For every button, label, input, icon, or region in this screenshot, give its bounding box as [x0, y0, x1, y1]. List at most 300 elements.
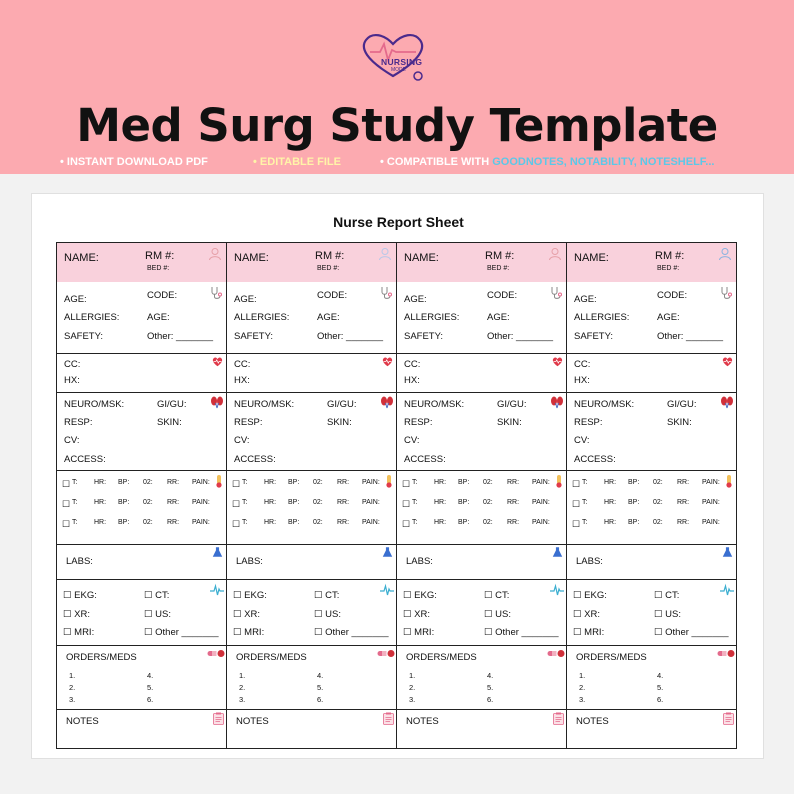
neuro-msk-field[interactable]: NEURO/MSK: [234, 399, 295, 410]
vitals-bp-field[interactable]: BP: [628, 519, 640, 526]
resp-field[interactable]: RESP: [404, 417, 433, 428]
thermometer-icon [212, 474, 226, 488]
vitals-bp-field[interactable]: BP: [288, 479, 300, 486]
cv-field[interactable]: CV: [574, 435, 590, 446]
vitals-bp-field[interactable]: BP: [288, 499, 300, 506]
code-field[interactable]: CODE: [487, 290, 518, 301]
allergies-field[interactable]: ALLERGIES: [404, 312, 460, 323]
labs-field[interactable]: LABS: [406, 556, 433, 567]
vitals-t-field[interactable]: T: [582, 519, 588, 526]
vitals-bp-field[interactable]: BP: [118, 479, 130, 486]
age-secondary-field[interactable]: AGE: [147, 312, 170, 323]
vitals-pain-field[interactable]: PAIN: [702, 519, 720, 526]
pills-icon [207, 648, 225, 659]
ekg-wave-icon [720, 583, 734, 597]
labs-section [567, 544, 736, 579]
vitals-o2-field[interactable]: 02: [483, 479, 493, 486]
page-title: Med Surg Study Template [76, 99, 718, 152]
vitals-t-field[interactable]: T: [72, 519, 78, 526]
skin-field[interactable]: SKIN: [327, 417, 352, 428]
vitals-checkbox[interactable]: ☐ [572, 479, 581, 489]
heartbeat-icon [382, 356, 393, 367]
order-item[interactable]: 4. [657, 671, 664, 680]
diagnostics-section [567, 579, 736, 645]
age-secondary-field[interactable]: AGE: [657, 312, 680, 323]
notes-field[interactable]: NOTES [66, 716, 99, 727]
vitals-o2-field[interactable]: 02: [653, 499, 663, 506]
allergies-field[interactable]: ALLERGIES: [234, 312, 290, 323]
vitals-bp-field[interactable]: BP: [628, 479, 640, 486]
vitals-rr-field[interactable]: RR: [167, 499, 180, 506]
logo-subtext: MODE [391, 67, 406, 73]
thermometer-icon [722, 474, 736, 488]
order-item[interactable]: 3. [239, 695, 246, 704]
vitals-pain-field[interactable]: PAIN: [192, 519, 210, 526]
age-field[interactable]: AGE: [404, 294, 427, 305]
vitals-checkbox[interactable]: ☐ [402, 479, 411, 489]
ekg-checkbox[interactable]: ☐ EKG: [573, 590, 607, 601]
patient-info-section [227, 282, 396, 353]
access-field[interactable]: ACCESS: [574, 454, 616, 465]
gi-gu-field[interactable]: GI/GU: [667, 399, 697, 410]
sheet-title: Nurse Report Sheet [333, 214, 464, 230]
vitals-pain-field[interactable]: PAIN: [192, 499, 210, 506]
vitals-o2-field[interactable]: 02: [313, 479, 323, 486]
vitals-pain-field[interactable]: PAIN: [362, 519, 380, 526]
vitals-rr-field[interactable]: RR: [677, 479, 690, 486]
us-checkbox[interactable]: ☐ US: [654, 609, 681, 620]
order-item[interactable]: 1. [409, 671, 416, 680]
pills-icon [547, 648, 565, 659]
neuro-msk-field[interactable]: NEURO/MSK: [404, 399, 465, 410]
access-field[interactable]: ACCESS: [404, 454, 446, 465]
diagnostics-section [57, 579, 226, 645]
chief-complaint-field[interactable]: CC: [234, 359, 251, 370]
feature-editable: • EDITABLE FILE [253, 156, 341, 168]
systems-section [397, 392, 566, 470]
chief-complaint-field[interactable]: CC: [574, 359, 591, 370]
access-field[interactable]: ACCESS: [64, 454, 106, 465]
vitals-section [57, 470, 226, 544]
notes-section [227, 709, 396, 748]
vitals-t-field[interactable]: T: [242, 479, 248, 486]
allergies-field[interactable]: ALLERGIES: [64, 312, 120, 323]
other-checkbox[interactable]: ☐ Other _______ [314, 627, 389, 638]
notes-section [567, 709, 736, 748]
vitals-bp-field[interactable]: BP: [458, 479, 470, 486]
history-section [567, 353, 736, 392]
person-icon [718, 247, 732, 261]
ct-checkbox[interactable]: ☐ CT: [314, 590, 340, 601]
chief-complaint-field[interactable]: CC: [64, 359, 81, 370]
vitals-hr-field[interactable]: HR: [94, 479, 107, 486]
skin-field[interactable]: SKIN: [157, 417, 182, 428]
vitals-checkbox[interactable]: ☐ [232, 499, 241, 509]
notes-field[interactable]: NOTES [236, 716, 269, 727]
labs-field[interactable]: LABS: [66, 556, 93, 567]
patient-column [396, 242, 567, 749]
orders-section [397, 645, 566, 709]
vitals-checkbox[interactable]: ☐ [402, 499, 411, 509]
vitals-hr-field[interactable]: HR: [434, 519, 447, 526]
room-number-field[interactable]: RM #: [145, 250, 175, 262]
labs-section [57, 544, 226, 579]
thermometer-icon [382, 474, 396, 488]
patient-header-row [57, 243, 226, 282]
vitals-t-field[interactable]: T: [582, 479, 588, 486]
kidneys-icon [210, 395, 224, 409]
order-item[interactable]: 5. [657, 683, 664, 692]
history-section [397, 353, 566, 392]
vitals-o2-field[interactable]: 02: [653, 519, 663, 526]
patient-column [56, 242, 227, 749]
vitals-hr-field[interactable]: HR: [264, 479, 277, 486]
order-item[interactable]: 2. [239, 683, 246, 692]
ekg-wave-icon [380, 583, 394, 597]
patient-header-row [397, 243, 566, 282]
orders-section [57, 645, 226, 709]
kidneys-icon [550, 395, 564, 409]
vitals-hr-field[interactable]: HR: [264, 519, 277, 526]
ekg-checkbox[interactable]: ☐ EKG: [63, 590, 97, 601]
order-item[interactable]: 3. [409, 695, 416, 704]
other-checkbox[interactable]: ☐ Other _______ [654, 627, 729, 638]
skin-field[interactable]: SKIN: [667, 417, 692, 428]
orders-section [567, 645, 736, 709]
feature-compatible-prefix: • COMPATIBLE WITH [380, 156, 493, 168]
heartbeat-icon [722, 356, 733, 367]
us-checkbox[interactable]: ☐ US: [144, 609, 171, 620]
order-item[interactable]: 1. [239, 671, 246, 680]
mri-checkbox[interactable]: ☐ MRI: [63, 627, 95, 638]
header-banner [0, 0, 794, 174]
diagnostics-section [397, 579, 566, 645]
heartbeat-icon [212, 356, 223, 367]
vitals-section [397, 470, 566, 544]
order-item[interactable]: 5. [317, 683, 324, 692]
labs-section [397, 544, 566, 579]
vitals-rr-field[interactable]: RR: [337, 499, 350, 506]
ekg-wave-icon [550, 583, 564, 597]
neuro-msk-field[interactable]: NEURO/MSK: [64, 399, 125, 410]
code-field[interactable]: CODE: [317, 290, 348, 301]
patient-header-row [567, 243, 736, 282]
clipboard-icon [383, 712, 394, 725]
safety-field[interactable]: SAFETY: [574, 331, 614, 342]
xr-checkbox[interactable]: ☐ XR: [573, 609, 600, 620]
pills-icon [377, 648, 395, 659]
vitals-pain-field[interactable]: PAIN: [362, 479, 380, 486]
vitals-rr-field[interactable]: RR: [677, 519, 690, 526]
age-field[interactable]: AGE: [234, 294, 257, 305]
patient-column [566, 242, 737, 749]
patient-info-section [397, 282, 566, 353]
vitals-pain-field[interactable]: PAIN: [532, 519, 550, 526]
order-item[interactable]: 1. [579, 671, 586, 680]
heart-stethoscope-logo-icon [356, 30, 430, 82]
order-item[interactable]: 2. [69, 683, 76, 692]
vitals-t-field[interactable]: T: [72, 479, 78, 486]
order-item[interactable]: 5. [487, 683, 494, 692]
age-secondary-field[interactable]: AGE: [317, 312, 340, 323]
ct-checkbox[interactable]: ☐ CT: [484, 590, 510, 601]
clipboard-icon [213, 712, 224, 725]
vitals-hr-field[interactable]: HR: [264, 499, 277, 506]
feature-compatible-apps: GOODNOTES, NOTABILITY, NOTESHELF... [492, 156, 715, 168]
other-field[interactable]: Other: _______ [657, 331, 724, 342]
vitals-t-field[interactable]: T: [412, 499, 418, 506]
skin-field[interactable]: SKIN: [497, 417, 522, 428]
resp-field[interactable]: RESP: [234, 417, 263, 428]
room-number-field[interactable]: RM #: [485, 250, 515, 262]
order-item[interactable]: 5. [147, 683, 154, 692]
systems-section [57, 392, 226, 470]
vitals-rr-field[interactable]: RR: [337, 479, 350, 486]
flask-icon [382, 546, 393, 558]
resp-field[interactable]: RESP: [574, 417, 603, 428]
vitals-section [567, 470, 736, 544]
clipboard-icon [723, 712, 734, 725]
safety-field[interactable]: SAFETY: [64, 331, 104, 342]
patient-columns [56, 242, 740, 749]
mri-checkbox[interactable]: ☐ MRI: [403, 627, 435, 638]
feature-compatible [380, 156, 714, 168]
patient-info-section [567, 282, 736, 353]
vitals-rr-field[interactable]: RR: [507, 479, 520, 486]
vitals-bp-field[interactable]: BP: [458, 519, 470, 526]
other-checkbox[interactable]: ☐ Other _______ [144, 627, 219, 638]
vitals-t-field[interactable]: T: [412, 479, 418, 486]
age-secondary-field[interactable]: AGE: [487, 312, 510, 323]
vitals-bp-field[interactable]: BP: [118, 499, 130, 506]
history-field[interactable]: HX: [64, 375, 80, 386]
notes-field[interactable]: NOTES [576, 716, 609, 727]
notes-field[interactable]: NOTES [406, 716, 439, 727]
order-item[interactable]: 2. [409, 683, 416, 692]
other-checkbox[interactable]: ☐ Other _______ [484, 627, 559, 638]
flask-icon [722, 546, 733, 558]
xr-checkbox[interactable]: ☐ XR: [403, 609, 430, 620]
order-item[interactable]: 6. [317, 695, 324, 704]
patient-header-row [227, 243, 396, 282]
vitals-checkbox[interactable]: ☐ [402, 519, 411, 529]
order-item[interactable]: 2. [579, 683, 586, 692]
name-field[interactable]: NAME: [574, 252, 609, 264]
bed-number-field[interactable]: BED #: [147, 265, 170, 272]
notes-section [397, 709, 566, 748]
code-field[interactable]: CODE: [657, 290, 688, 301]
clipboard-icon [553, 712, 564, 725]
thermometer-icon [552, 474, 566, 488]
vitals-checkbox[interactable]: ☐ [62, 519, 71, 529]
heartbeat-icon [552, 356, 563, 367]
vitals-hr-field[interactable]: HR: [94, 499, 107, 506]
us-checkbox[interactable]: ☐ US: [484, 609, 511, 620]
resp-field[interactable]: RESP: [64, 417, 93, 428]
age-field[interactable]: AGE: [64, 294, 87, 305]
vitals-bp-field[interactable]: BP: [458, 499, 470, 506]
history-field[interactable]: HX: [574, 375, 590, 386]
access-field[interactable]: ACCESS: [234, 454, 276, 465]
vitals-pain-field[interactable]: PAIN: [362, 499, 380, 506]
vitals-hr-field[interactable]: HR: [604, 519, 617, 526]
history-field[interactable]: HX: [404, 375, 420, 386]
vitals-o2-field[interactable]: 02: [653, 479, 663, 486]
labs-field[interactable]: LABS: [236, 556, 263, 567]
orders-title: ORDERS/MEDS [406, 652, 477, 663]
vitals-o2-field[interactable]: 02: [483, 499, 493, 506]
cv-field[interactable]: CV: [64, 435, 80, 446]
vitals-rr-field[interactable]: RR: [337, 519, 350, 526]
stethoscope-icon [379, 286, 393, 300]
name-field[interactable]: NAME: [404, 252, 439, 264]
ct-checkbox[interactable]: ☐ CT: [654, 590, 680, 601]
systems-section [567, 392, 736, 470]
bed-number-field[interactable]: BED #: [657, 265, 680, 272]
vitals-rr-field[interactable]: RR: [507, 519, 520, 526]
person-icon [378, 247, 392, 261]
vitals-checkbox[interactable]: ☐ [232, 479, 241, 489]
ekg-wave-icon [210, 583, 224, 597]
vitals-checkbox[interactable]: ☐ [572, 519, 581, 529]
cv-field[interactable]: CV: [234, 435, 250, 446]
mri-checkbox[interactable]: ☐ MRI: [233, 627, 265, 638]
order-item[interactable]: 4. [147, 671, 154, 680]
gi-gu-field[interactable]: GI/GU: [497, 399, 527, 410]
vitals-rr-field[interactable]: RR: [167, 519, 180, 526]
person-icon [548, 247, 562, 261]
labs-field[interactable]: LABS: [576, 556, 603, 567]
patient-info-section [57, 282, 226, 353]
vitals-o2-field[interactable]: 02: [313, 499, 323, 506]
vitals-checkbox[interactable]: ☐ [572, 499, 581, 509]
other-field[interactable]: Other: _______ [147, 331, 214, 342]
diagnostics-section [227, 579, 396, 645]
vitals-rr-field[interactable]: RR: [507, 499, 520, 506]
safety-field[interactable]: SAFETY: [234, 331, 274, 342]
other-field[interactable]: Other: _______ [487, 331, 554, 342]
order-item[interactable]: 1. [69, 671, 76, 680]
age-field[interactable]: AGE: [574, 294, 597, 305]
order-item[interactable]: 6. [147, 695, 154, 704]
labs-section [227, 544, 396, 579]
cv-field[interactable]: CV: [404, 435, 420, 446]
pills-icon [717, 648, 735, 659]
allergies-field[interactable]: ALLERGIES: [574, 312, 630, 323]
us-checkbox[interactable]: ☐ US: [314, 609, 341, 620]
order-item[interactable]: 6. [657, 695, 664, 704]
mri-checkbox[interactable]: ☐ MRI: [573, 627, 605, 638]
feature-instant-download: • INSTANT DOWNLOAD PDF [60, 156, 208, 168]
safety-field[interactable]: SAFETY: [404, 331, 444, 342]
chief-complaint-field[interactable]: CC: [404, 359, 421, 370]
vitals-t-field[interactable]: T: [582, 499, 588, 506]
vitals-checkbox[interactable]: ☐ [232, 519, 241, 529]
vitals-hr-field[interactable]: HR: [434, 479, 447, 486]
flask-icon [552, 546, 563, 558]
logo-text: NURSING [381, 57, 423, 67]
other-field[interactable]: Other: _______ [317, 331, 384, 342]
xr-checkbox[interactable]: ☐ XR: [63, 609, 90, 620]
patient-column [226, 242, 397, 749]
xr-checkbox[interactable]: ☐ XR: [233, 609, 260, 620]
gi-gu-field[interactable]: GI/GU: [157, 399, 187, 410]
vitals-pain-field[interactable]: PAIN: [532, 479, 550, 486]
orders-section [227, 645, 396, 709]
vitals-t-field[interactable]: T: [242, 519, 248, 526]
vitals-checkbox[interactable]: ☐ [62, 499, 71, 509]
vitals-o2-field[interactable]: 02: [483, 519, 493, 526]
gi-gu-field[interactable]: GI/GU: [327, 399, 357, 410]
stethoscope-icon [719, 286, 733, 300]
vitals-o2-field[interactable]: 02: [143, 499, 153, 506]
vitals-bp-field[interactable]: BP: [118, 519, 130, 526]
ekg-checkbox[interactable]: ☐ EKG: [403, 590, 437, 601]
vitals-bp-field[interactable]: BP: [288, 519, 300, 526]
systems-section [227, 392, 396, 470]
ct-checkbox[interactable]: ☐ CT: [144, 590, 170, 601]
flask-icon [212, 546, 223, 558]
orders-title: ORDERS/MEDS [236, 652, 307, 663]
vitals-t-field[interactable]: T: [242, 499, 248, 506]
vitals-hr-field[interactable]: HR: [94, 519, 107, 526]
vitals-hr-field[interactable]: HR: [604, 499, 617, 506]
order-item[interactable]: 6. [487, 695, 494, 704]
room-number-field[interactable]: RM #: [315, 250, 345, 262]
kidneys-icon [380, 395, 394, 409]
kidneys-icon [720, 395, 734, 409]
bed-number-field[interactable]: BED #: [487, 265, 510, 272]
notes-section [57, 709, 226, 748]
person-icon [208, 247, 222, 261]
vitals-o2-field[interactable]: 02: [313, 519, 323, 526]
history-field[interactable]: HX: [234, 375, 250, 386]
orders-title: ORDERS/MEDS [576, 652, 647, 663]
order-item[interactable]: 4. [317, 671, 324, 680]
vitals-pain-field[interactable]: PAIN: [192, 479, 210, 486]
vitals-t-field[interactable]: T: [412, 519, 418, 526]
history-section [227, 353, 396, 392]
order-item[interactable]: 3. [579, 695, 586, 704]
report-sheet [31, 193, 764, 759]
room-number-field[interactable]: RM #: [655, 250, 685, 262]
vitals-rr-field[interactable]: RR: [167, 479, 180, 486]
vitals-hr-field[interactable]: HR: [434, 499, 447, 506]
order-item[interactable]: 3. [69, 695, 76, 704]
vitals-rr-field[interactable]: RR: [677, 499, 690, 506]
vitals-checkbox[interactable]: ☐ [62, 479, 71, 489]
orders-title: ORDERS/MEDS [66, 652, 137, 663]
code-field[interactable]: CODE: [147, 290, 178, 301]
vitals-bp-field[interactable]: BP: [628, 499, 640, 506]
vitals-pain-field[interactable]: PAIN: [532, 499, 550, 506]
vitals-section [227, 470, 396, 544]
stethoscope-icon [209, 286, 223, 300]
neuro-msk-field[interactable]: NEURO/MSK: [574, 399, 635, 410]
ekg-checkbox[interactable]: ☐ EKG: [233, 590, 267, 601]
order-item[interactable]: 4. [487, 671, 494, 680]
vitals-o2-field[interactable]: 02: [143, 479, 153, 486]
history-section [57, 353, 226, 392]
vitals-pain-field[interactable]: PAIN: [702, 479, 720, 486]
name-field[interactable]: NAME: [234, 252, 269, 264]
vitals-pain-field[interactable]: PAIN: [702, 499, 720, 506]
vitals-t-field[interactable]: T: [72, 499, 78, 506]
bed-number-field[interactable]: BED #: [317, 265, 340, 272]
vitals-hr-field[interactable]: HR: [604, 479, 617, 486]
name-field[interactable]: NAME: [64, 252, 99, 264]
vitals-o2-field[interactable]: 02: [143, 519, 153, 526]
